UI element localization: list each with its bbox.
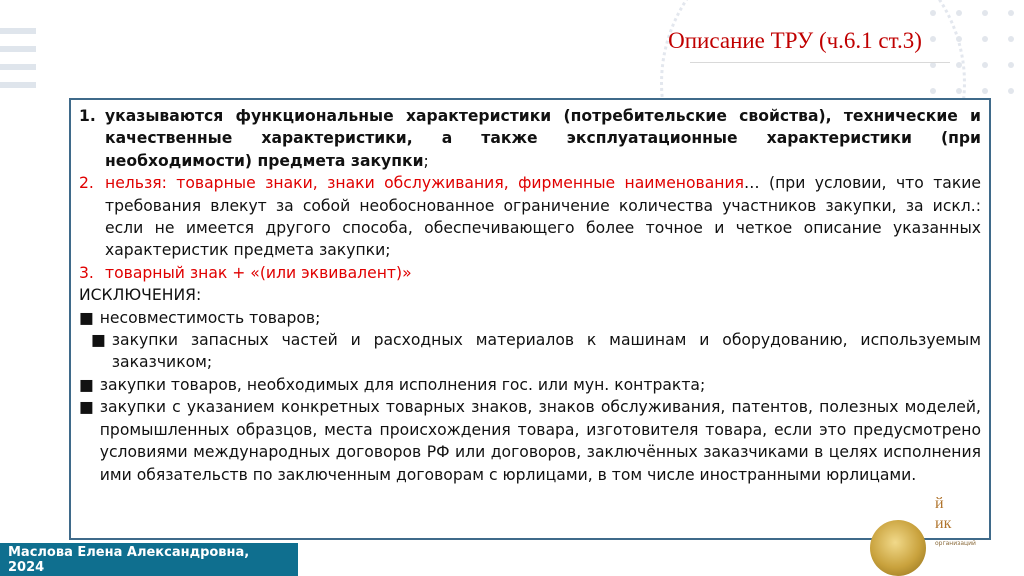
- logo-text: й ик: [935, 495, 952, 532]
- list-item: [79, 105, 981, 172]
- exception-item: [79, 374, 981, 396]
- item-tail: … (при условии, что такие требования влекут за собой необоснованное ограничение количества участников закупки, за искл.: если не имеется другого способа, обеспечивающего более точное и четкое описание указанных характеристик предмета закупки;: [105, 174, 982, 260]
- footer-year: 2024: [8, 560, 45, 575]
- author-footer: [0, 543, 298, 576]
- item-tail: ;: [423, 151, 429, 170]
- bullet-icon: ■: [91, 331, 106, 350]
- emblem-logo: [870, 520, 926, 576]
- item-marker: 3.: [79, 263, 94, 282]
- exceptions-heading: ИСКЛЮЧЕНИЯ:: [79, 286, 202, 305]
- item-text-red: нельзя: товарные знаки, знаки обслуживания, фирменные наименования: [105, 174, 744, 193]
- exception-text: закупки с указанием конкретных товарных знаков, знаков обслуживания, патентов, полезных моделей, промышленных образцов, места происхождения товара, изготовителя товара, если это предусмотрено условиями международных договоров РФ или договоров, заключённых заказчиками в целях исполнения ими обязательств по заключенным договорам с юрлицами, в том числе иностранными юрлицами.: [99, 398, 981, 484]
- bullet-icon: ■: [79, 398, 94, 417]
- exception-item: [79, 329, 981, 374]
- title-underline: [690, 62, 950, 63]
- bullet-icon: ■: [79, 308, 94, 327]
- list-item: [79, 262, 981, 284]
- exception-text: несовместимость товаров;: [99, 308, 321, 327]
- author-name: Маслова Елена Александровна,: [8, 545, 250, 560]
- item-text: указываются функциональные характеристики (потребительские свойства), технические и качественные характеристики, а также эксплуатационные характеристики (при необходимости) предмета закупки: [105, 107, 981, 170]
- item-marker: 1.: [79, 107, 96, 125]
- exception-text: закупки товаров, необходимых для исполнения гос. или мун. контракта;: [99, 375, 706, 394]
- list-item: [79, 172, 981, 262]
- slide-title: Описание ТРУ (ч.6.1 ст.3): [668, 28, 922, 53]
- decorative-stripes: [0, 28, 36, 100]
- content-box: [69, 98, 991, 540]
- exception-item: [79, 396, 981, 486]
- exception-text: закупки запасных частей и расходных материалов к машинам и оборудованию, используемым заказчиком;: [111, 331, 981, 372]
- exception-item: [79, 307, 981, 329]
- item-text-red: товарный знак + «(или эквивалент)»: [105, 263, 412, 282]
- bullet-icon: ■: [79, 375, 94, 394]
- item-marker: 2.: [79, 174, 94, 193]
- logo-small-text: организаций: [935, 540, 976, 547]
